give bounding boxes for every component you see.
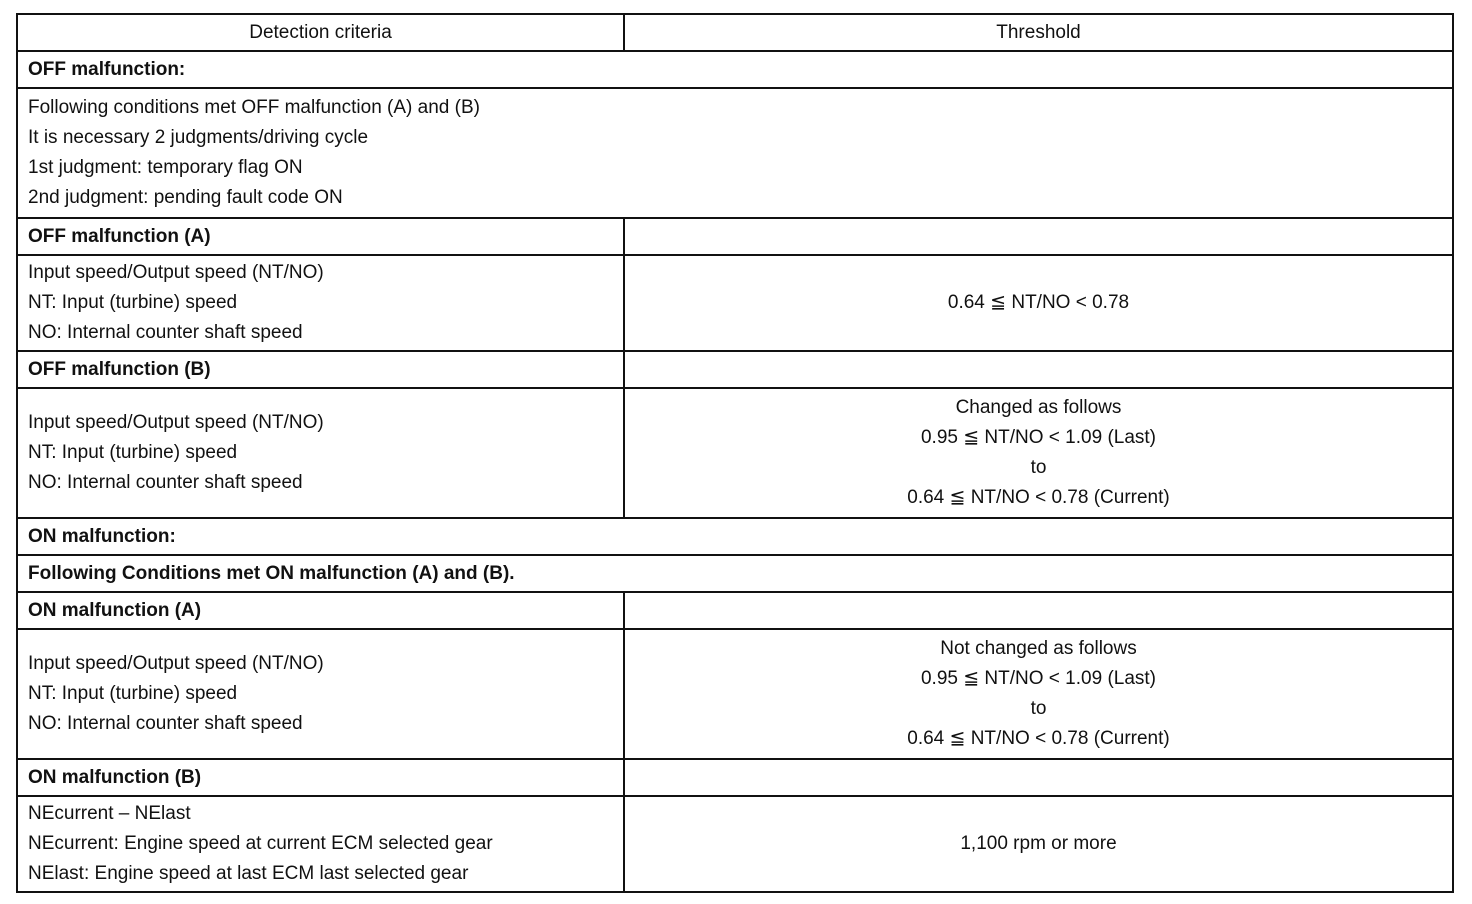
off-a-title: OFF malfunction (A) xyxy=(17,218,624,255)
on-a-criteria-cell xyxy=(17,629,624,759)
off-conditions-cell xyxy=(17,88,1453,218)
off-a-threshold-cell: 0.64 ≦ NT/NO < 0.78 xyxy=(624,255,1453,351)
off-b-title: OFF malfunction (B) xyxy=(17,351,624,388)
on-b-criteria-cell xyxy=(17,796,624,892)
threshold-line: 0.64 ≦ NT/NO < 0.78 (Current) xyxy=(907,487,1170,508)
criteria-line: NEcurrent: Engine speed at current ECM selected gear xyxy=(28,833,493,854)
on-conditions-row xyxy=(17,555,1453,592)
on-a-title-row xyxy=(17,592,1453,629)
detection-criteria-table xyxy=(16,13,1454,893)
off-b-criteria-cell xyxy=(17,388,624,518)
criteria-line: NT: Input (turbine) speed xyxy=(28,683,238,704)
off-condition-line: It is necessary 2 judgments/driving cycle xyxy=(28,127,369,148)
threshold-line: 0.95 ≦ NT/NO < 1.09 (Last) xyxy=(920,427,1157,448)
off-a-title-threshold-cell xyxy=(624,218,1453,255)
on-section-title: ON malfunction: xyxy=(17,518,1453,555)
off-a-detail-row xyxy=(17,255,1453,351)
off-b-title-threshold-cell xyxy=(624,351,1453,388)
criteria-line: NO: Internal counter shaft speed xyxy=(28,322,303,343)
off-b-threshold-cell xyxy=(624,388,1453,518)
criteria-line: NT: Input (turbine) speed xyxy=(28,292,238,313)
on-a-detail-row xyxy=(17,629,1453,759)
threshold-line: to xyxy=(1030,698,1047,719)
off-section-row xyxy=(17,51,1453,88)
off-section-title: OFF malfunction: xyxy=(17,51,1453,88)
header-detection-criteria: Detection criteria xyxy=(17,14,624,51)
on-b-title: ON malfunction (B) xyxy=(17,759,624,796)
off-condition-line: 1st judgment: temporary flag ON xyxy=(28,157,303,178)
on-b-threshold-cell: 1,100 rpm or more xyxy=(624,796,1453,892)
on-section-row xyxy=(17,518,1453,555)
header-threshold: Threshold xyxy=(624,14,1453,51)
on-b-title-row xyxy=(17,759,1453,796)
criteria-line: NEcurrent – NElast xyxy=(28,803,191,824)
off-conditions-row xyxy=(17,88,1453,218)
off-condition-line: Following conditions met OFF malfunction (A) and (B) xyxy=(28,97,480,118)
threshold-line: 0.64 ≦ NT/NO < 0.78 (Current) xyxy=(907,728,1170,749)
criteria-line: Input speed/Output speed (NT/NO) xyxy=(28,653,324,674)
off-condition-line: 2nd judgment: pending fault code ON xyxy=(28,187,343,208)
on-b-title-threshold-cell xyxy=(624,759,1453,796)
threshold-line: Not changed as follows xyxy=(940,638,1137,659)
on-b-detail-row xyxy=(17,796,1453,892)
off-b-title-row xyxy=(17,351,1453,388)
threshold-line: to xyxy=(1030,457,1047,478)
criteria-line: Input speed/Output speed (NT/NO) xyxy=(28,262,324,283)
on-a-title: ON malfunction (A) xyxy=(17,592,624,629)
criteria-line: NElast: Engine speed at last ECM last selected gear xyxy=(28,863,469,884)
header-row xyxy=(17,14,1453,51)
criteria-line: NT: Input (turbine) speed xyxy=(28,442,238,463)
off-b-detail-row xyxy=(17,388,1453,518)
off-a-title-row xyxy=(17,218,1453,255)
criteria-line: NO: Internal counter shaft speed xyxy=(28,713,303,734)
criteria-line: NO: Internal counter shaft speed xyxy=(28,472,303,493)
on-section-subtitle: Following Conditions met ON malfunction (A) and (B). xyxy=(17,555,1453,592)
detection-criteria-sheet xyxy=(16,13,1452,893)
off-a-criteria-cell xyxy=(17,255,624,351)
threshold-line: 0.95 ≦ NT/NO < 1.09 (Last) xyxy=(920,668,1157,689)
on-a-threshold-cell xyxy=(624,629,1453,759)
on-a-title-threshold-cell xyxy=(624,592,1453,629)
criteria-line: Input speed/Output speed (NT/NO) xyxy=(28,412,324,433)
threshold-line: Changed as follows xyxy=(955,397,1122,418)
